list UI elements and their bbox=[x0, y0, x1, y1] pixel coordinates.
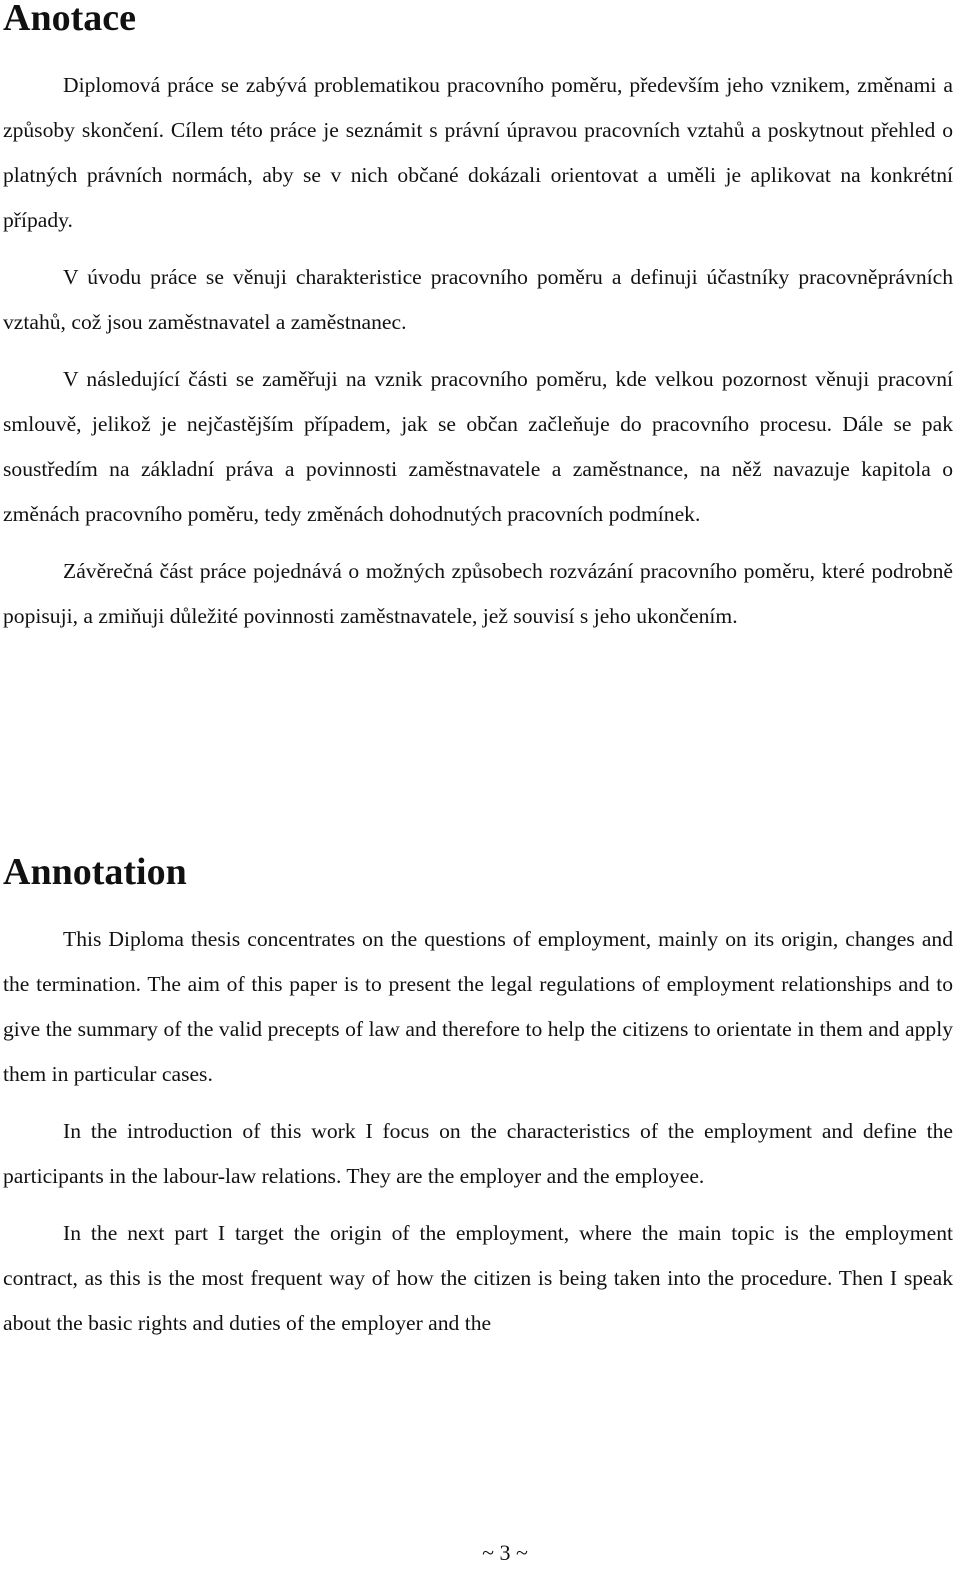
page-number: ~ 3 ~ bbox=[482, 1540, 528, 1565]
anotace-paragraph-1: Diplomová práce se zabývá problematikou pracovního poměru, především jeho vznikem, změnami a způsoby skončení. Cílem této práce je seznámit s právní úpravou pracovních vztahů a poskytnout přehled o platných právních normách, aby se v nich občané dokázali orientovat a uměli je aplikovat na konkrétní případy. bbox=[3, 73, 953, 232]
anotace-paragraph-2: V úvodu práce se věnuji charakteristice pracovního poměru a definuji účastníky pracovněprávních vztahů, což jsou zaměstnavatel a zaměstnanec. bbox=[3, 265, 953, 334]
annotation-section bbox=[3, 846, 953, 1358]
annotation-paragraph-3: In the next part I target the origin of the employment, where the main topic is the employment contract, as this is the most frequent way of how the citizen is being taken into the procedure. Then I speak about the basic rights and duties of the employer and the bbox=[3, 1221, 953, 1335]
anotace-heading: Anotace bbox=[3, 0, 136, 39]
anotace-section bbox=[3, 0, 953, 651]
annotation-paragraph-2: In the introduction of this work I focus on the characteristics of the employment and define the participants in the labour-law relations. They are the employer and the employee. bbox=[3, 1119, 953, 1188]
anotace-paragraph-4: Závěrečná část práce pojednává o možných způsobech rozvázání pracovního poměru, které podrobně popisuji, a zmiňuji důležité povinnosti zaměstnavatele, jež souvisí s jeho ukončením. bbox=[3, 559, 953, 628]
annotation-heading: Annotation bbox=[3, 851, 187, 893]
annotation-paragraph-1: This Diploma thesis concentrates on the questions of employment, mainly on its origin, changes and the termination. The aim of this paper is to present the legal regulations of employment relationships and to give the summary of the valid precepts of law and therefore to help the citizens to orientate in them and apply them in particular cases. bbox=[3, 927, 953, 1086]
anotace-paragraph-3: V následující části se zaměřuji na vznik pracovního poměru, kde velkou pozornost věnuji pracovní smlouvě, jelikož je nejčastějším případem, jak se občan začleňuje do pracovního procesu. Dále se pak soustředím na základní práva a povinnosti zaměstnavatele a zaměstnance, na něž navazuje kapitola o změnách pracovního poměru, tedy změnách dohodnutých pracovních podmínek. bbox=[3, 367, 953, 526]
